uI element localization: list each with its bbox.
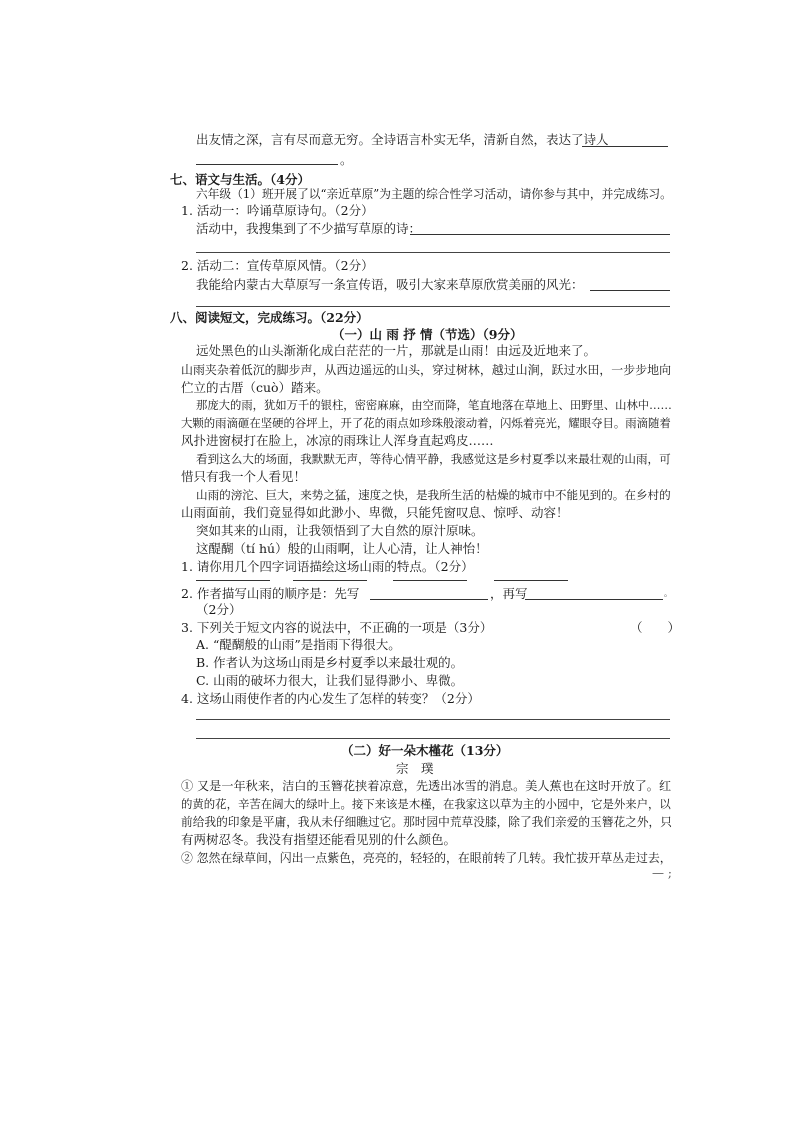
passage-line: 山雨的滂沱、巨大，来势之猛，速度之快，是我所生活的枯燥的城市中不能见到的。在乡村的 xyxy=(196,488,671,502)
passage-line: 前给我的印象是平庸，我从未仔细瞧过它。那时园中荒草没膝，除了我们亲爱的玉簪花之外，只 xyxy=(181,815,672,829)
question-4: 4. 这场山雨使作者的内心发生了怎样的转变？（2分） xyxy=(181,691,480,706)
activity-1-prompt: 活动中，我搜集到了不少描写草原的诗： xyxy=(196,221,422,236)
question-2-end: 。 xyxy=(664,589,672,598)
passage-1-title: （一）山 雨 抒 情（节选）（9分） xyxy=(332,327,523,342)
passage-line: ① 又是一年秋来，洁白的玉簪花挟着凉意，先透出冰雪的消息。美人蕉也在这时开放了。红 xyxy=(181,779,672,793)
activity-2-prompt: 我能给内蒙古大草原写一条宣传语，吸引大家来草原欣赏美丽的风光： xyxy=(196,277,584,292)
answer-blank[interactable] xyxy=(196,164,338,165)
answer-blank[interactable] xyxy=(393,580,467,581)
answer-blank[interactable] xyxy=(410,234,670,235)
passage-line: 有两树忍冬。我没有指望还能看见别的什么颜色。 xyxy=(181,832,457,847)
section-7-title: 七、语文与生活。（4分） xyxy=(170,172,310,187)
question-2: 2. 作者描写山雨的顺序是：先写 xyxy=(181,586,360,601)
passage-line: ② 忽然在绿草间，闪出一点紫色，亮亮的，轻轻的，在眼前转了几转。我忙拔开草丛走过去， xyxy=(181,851,672,865)
question-3: 3. 下列关于短文内容的说法中，不正确的一项是（3分） xyxy=(181,620,493,635)
passage-line: 这醍醐（tí hú）般的山雨啊，让人心清，让人神怡！ xyxy=(196,541,488,556)
answer-line[interactable] xyxy=(196,738,670,739)
option-b: B. 作者认为这场山雨是乡村夏季以来最壮观的。 xyxy=(196,655,464,670)
intro-line: 出友情之深，言有尽而意无穷。全诗语言朴实无华，清新自然，表达了诗人 xyxy=(196,132,609,147)
passage-line: 风扑进窗棂打在脸上，冰凉的雨珠让人浑身直起鸡皮…… xyxy=(181,433,494,448)
passage-2-author: 宗 璞 xyxy=(396,761,434,776)
passage-line: 那庞大的雨，犹如万千的银柱，密密麻麻，由空而降，笔直地落在草地上、田野里、山林中…… xyxy=(196,398,672,412)
passage-line: 远处黑色的山头渐渐化成白茫茫的一片，那就是山雨！由远及近地来了。 xyxy=(196,343,597,358)
answer-line[interactable] xyxy=(196,252,670,253)
section-7-intro: 六年级（1）班开展了以“亲近草原”为主题的综合性学习活动，请你参与其中，并完成练习。 xyxy=(196,187,672,201)
passage-line: 大颗的雨滴砸在坚硬的谷坪上，开了花的雨点如珍珠般滚动着，闪烁着亮光，耀眼夺目。雨滴随着 xyxy=(181,416,671,430)
answer-line[interactable] xyxy=(196,306,670,307)
answer-blank[interactable] xyxy=(293,580,367,581)
intro-end: 。 xyxy=(340,152,353,167)
answer-blank[interactable] xyxy=(590,290,670,291)
activity-1-title: 1. 活动一：吟诵草原诗句。（2分） xyxy=(181,203,374,218)
passage-line: 的黄的花，辛苦在阔大的绿叶上。接下来该是木槿，在我家这以草为主的小园中，它是外来户，以 xyxy=(181,797,671,811)
answer-blank[interactable] xyxy=(196,580,270,581)
section-8-title: 八、阅读短文，完成练习。（22分） xyxy=(170,310,369,325)
question-2-mid: ，再写 xyxy=(490,586,528,601)
question-2-score: （2分） xyxy=(196,602,242,617)
passage-line: 惜只有我一个人看见！ xyxy=(181,469,307,484)
passage-2-title: （二）好一朵木槿花（13分） xyxy=(341,743,509,758)
question-1: 1. 请你用几个四字词语描绘这场山雨的特点。（2分） xyxy=(181,559,474,574)
passage-line: 山雨夹杂着低沉的脚步声，从西边遥远的山头，穿过树林，越过山涧，跃过水田，一步步地向 xyxy=(181,363,672,377)
answer-blank[interactable] xyxy=(494,580,568,581)
passage-line: 突如其来的山雨，让我领悟到了大自然的原汁原味。 xyxy=(196,523,484,538)
activity-2-title: 2. 活动二：宣传草原风情。（2分） xyxy=(181,258,374,273)
option-c: C. 山雨的破坏力很大，让我们显得渺小、卑微。 xyxy=(196,673,464,688)
passage-line: 山雨面前，我们竟显得如此渺小、卑微，只能凭窗叹息、惊呼、动容！ xyxy=(181,505,569,520)
answer-line[interactable] xyxy=(196,719,670,720)
answer-paren[interactable]: （ ） xyxy=(630,620,681,635)
answer-blank[interactable] xyxy=(582,146,668,147)
passage-line: 看到这么大的场面，我默默无声，等待心情平静，我感觉这是乡村夏季以来最壮观的山雨，可 xyxy=(196,452,671,466)
answer-blank[interactable] xyxy=(370,599,488,600)
passage-line: 伫立的古厝（cuò）踏来。 xyxy=(181,380,329,395)
option-a: A. “醍醐般的山雨”是指雨下得很大。 xyxy=(196,637,401,652)
answer-blank[interactable] xyxy=(525,599,663,600)
page-number-mark: — ; xyxy=(652,866,672,880)
